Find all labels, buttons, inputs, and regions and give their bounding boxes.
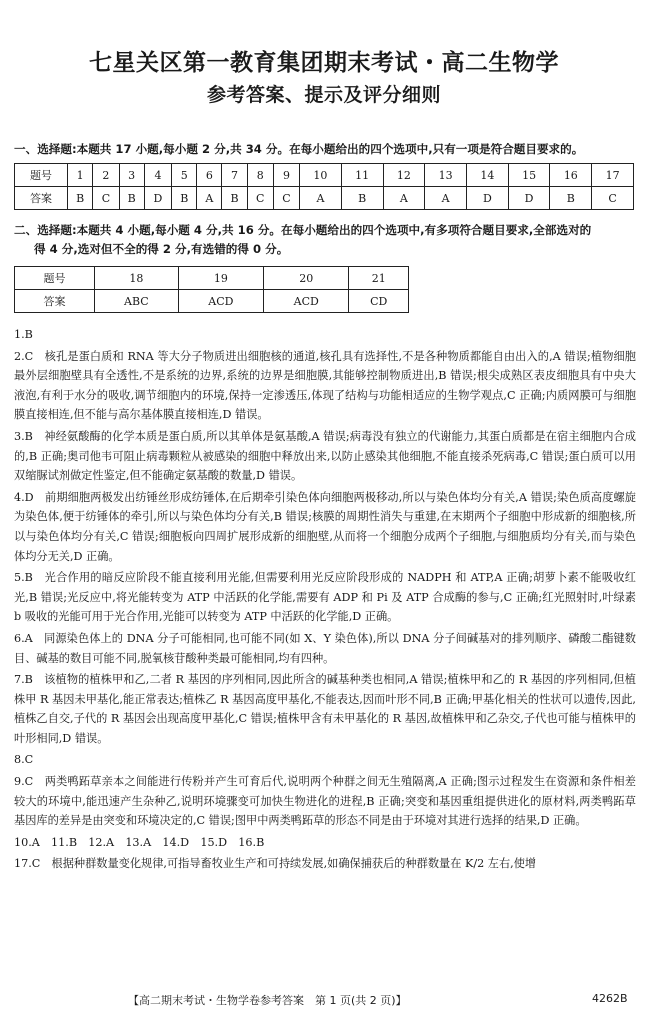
- table-cell: CD: [349, 290, 409, 313]
- table-cell: 4: [144, 164, 171, 187]
- answer-table-2: [14, 266, 409, 313]
- table-cell: B: [68, 187, 93, 210]
- table-cell: 14: [466, 164, 508, 187]
- section1-heading: 一、选择题:本题共 17 小题,每小题 2 分,共 34 分。在每小题给出的四个选项中,只有一项是符合题目要求的。: [14, 142, 584, 156]
- table-cell: 19: [178, 267, 263, 290]
- table-cell: B: [222, 187, 247, 210]
- table-cell: C: [247, 187, 273, 210]
- table-cell: 7: [222, 164, 247, 187]
- table-cell: 13: [425, 164, 467, 187]
- footer-page-info: 【高二期末考试・生物学卷参考答案 第 1 页(共 2 页)】: [128, 994, 407, 1007]
- table-row-label: 答案: [15, 290, 95, 313]
- explanations: [14, 325, 636, 876]
- section2-heading: [14, 221, 636, 259]
- explanation-item: 8.C: [14, 753, 34, 767]
- table-cell: 3: [119, 164, 144, 187]
- table-cell: A: [197, 187, 222, 210]
- table-cell: 11: [341, 164, 383, 187]
- explanation-item: 5.B 光合作用的暗反应阶段不能直接利用光能,但需要利用光反应阶段形成的 NADPH 和 ATP,A 正确;胡萝卜素不能吸收红光,B 错误;光反应中,将光能转变为 ATP 中活跃的化学能,需要有 ADP 和 Pi 及 ATP 合成酶的参与,C 正确;红光照射时,叶绿素 b 吸收的光能可用于光合作用,光能可以转变为 ATP 中活跃的化学能,D 正确。: [14, 571, 636, 624]
- table-cell: 12: [383, 164, 425, 187]
- table-cell: 21: [349, 267, 409, 290]
- table-cell: B: [550, 187, 592, 210]
- table-cell: A: [300, 187, 342, 210]
- table-cell: 16: [550, 164, 592, 187]
- table-cell: D: [508, 187, 550, 210]
- page-subtitle: 参考答案、提示及评分细则: [206, 84, 441, 106]
- table-cell: D: [144, 187, 171, 210]
- section2-heading-line1: 二、选择题:本题共 4 小题,每小题 4 分,共 16 分。在每小题给出的四个选项中,有多项符合题目要求,全部选对的: [14, 223, 592, 237]
- table-cell: ACD: [264, 290, 349, 313]
- table-cell: ACD: [178, 290, 263, 313]
- table-cell: B: [172, 187, 197, 210]
- table-cell: C: [592, 187, 634, 210]
- table-cell: B: [119, 187, 144, 210]
- table-cell: 18: [95, 267, 179, 290]
- table-cell: B: [341, 187, 383, 210]
- table-cell: 1: [68, 164, 93, 187]
- explanation-item: 7.B 该植物的植株甲和乙,二者 R 基因的序列相同,因此所含的碱基种类也相同,A 错误;植株甲和乙的 R 基因的序列相同,但植株甲 R 基因未甲基化,能正常表达;植株乙 R 基因高度甲基化,不能表达,因而叶形不同,B 正确;甲基化相关的性状可以遗传,因此,植株乙自交,子代的 R 基因会出现高度甲基化,C 错误;植株甲含有未甲基化的 R 基因,故植株甲和乙杂交,子代也可能与植株甲的叶形相同,D 错误。: [14, 673, 636, 745]
- explanation-item: 6.A 同源染色体上的 DNA 分子可能相同,也可能不同(如 X、Y 染色体),所以 DNA 分子间碱基对的排列顺序、磷酸二酯键数目、碱基的数目可能不同,脱氧核苷酸种类最可能相同,均有四种。: [14, 631, 636, 665]
- table-row-label: 题号: [15, 267, 95, 290]
- footer-code: 4262B: [592, 992, 628, 1005]
- explanation-item: 9.C 两类鸭跖草亲本之间能进行传粉并产生可育后代,说明两个种群之间无生殖隔离,A 正确;图示过程发生在资源和条件相差较大的环境中,能迅速产生杂种乙,说明环境骤变可加快生物进化的进程,B 正确;突变和基因重组提供进化的原材料,两类鸭跖草基因库的差异是由突变和环境决定的,C 错误;图甲中两类鸭跖草的形态不同是由于环境对其进行选择的结果,D 正确。: [14, 775, 636, 828]
- explanation-item: 3.B 神经氨酸酶的化学本质是蛋白质,所以其单体是氨基酸,A 错误;病毒没有独立的代谢能力,其蛋白质都是在宿主细胞内合成的,B 正确;奥司他韦可阻止病毒颗粒从被感染的细胞中释放出来,以防止感染其他细胞,不能直接杀死病毒,C 错误;蛋白质可以用双缩脲试剂做定性鉴定,但不能确定氨基酸的数量,D 错误。: [14, 429, 636, 483]
- table-cell: 10: [300, 164, 342, 187]
- page-title: 七星关区第一教育集团期末考试・高二生物学: [89, 50, 559, 76]
- table-cell: D: [466, 187, 508, 210]
- table-cell: 2: [93, 164, 119, 187]
- table-row-label: 题号: [15, 164, 68, 187]
- answer-table-1: [14, 163, 634, 210]
- explanation-item: 1.B: [14, 328, 33, 341]
- table-cell: 20: [264, 267, 349, 290]
- table-cell: ABC: [95, 290, 179, 313]
- table-cell: 5: [172, 164, 197, 187]
- table-cell: 15: [508, 164, 550, 187]
- table-cell: 17: [592, 164, 634, 187]
- table-cell: 9: [273, 164, 299, 187]
- table-cell: 8: [247, 164, 273, 187]
- explanation-item: 4.D 前期细胞两极发出纺锤丝形成纺锤体,在后期牵引染色体向细胞两极移动,所以与染色体均分有关,A 错误;染色质高度螺旋为染色体,便于纺锤体的牵引,所以与染色体均分有关,B 错误;核膜的周期性消失与重建,在末期两个子细胞中形成新的细胞核,所以与染色体均分有关,C 错误;细胞板向四周扩展形成新的细胞壁,从而将一个细胞分成两个子细胞,与细胞质均分有关,而与染色体均分无关,D 正确。: [14, 490, 636, 563]
- table-row-label: 答案: [15, 187, 68, 210]
- explanation-item: 17.C 根据种群数量变化规律,可指导畜牧业生产和可持续发展,如确保捕获后的种群数量在 K/2 左右,使增: [14, 857, 537, 871]
- explanation-item: 10.A 11.B 12.A 13.A 14.D 15.D 16.B: [14, 835, 265, 849]
- table-cell: C: [273, 187, 299, 210]
- explanation-item: 2.C 核孔是蛋白质和 RNA 等大分子物质进出细胞核的通道,核孔具有选择性,不是各种物质都能自由出入的,A 错误;植物细胞最外层细胞壁具有全透性,不是系统的边界,系统的边界是细胞膜,其能够控制物质进出,B 错误;根尖成熟区表皮细胞具有中央大液泡,有利于水分的吸收,调节细胞内的环境,保持一定渗透压,体现了结构与功能相适应的生物学观点,C 正确;内质网膜可与细胞膜直接相连,但不能与高尔基体膜直接相连,D 错误。: [14, 349, 636, 422]
- table-cell: A: [425, 187, 467, 210]
- table-cell: 6: [197, 164, 222, 187]
- table-cell: C: [93, 187, 119, 210]
- section2-heading-line2: 得 4 分,选对但不全的得 2 分,有选错的得 0 分。: [34, 242, 289, 256]
- table-cell: A: [383, 187, 425, 210]
